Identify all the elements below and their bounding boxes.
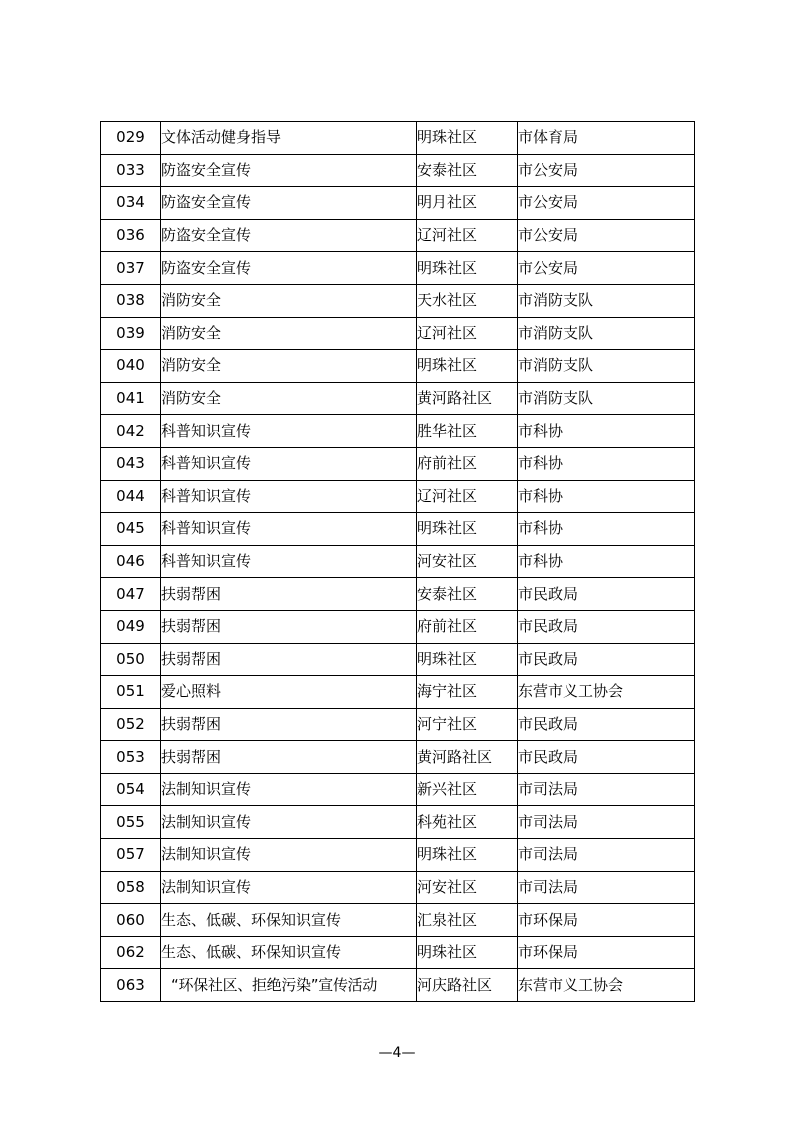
table-row bbox=[101, 154, 695, 187]
community-cell: 明珠社区 bbox=[417, 252, 518, 285]
community-cell: 明珠社区 bbox=[417, 350, 518, 383]
responsible-unit-cell: 市民政局 bbox=[518, 741, 695, 774]
table-row bbox=[101, 610, 695, 643]
table-row bbox=[101, 447, 695, 480]
table-row bbox=[101, 513, 695, 546]
service-item-cell: 扶弱帮困 bbox=[161, 610, 417, 643]
table-row bbox=[101, 545, 695, 578]
service-item-cell: 法制知识宣传 bbox=[161, 871, 417, 904]
table-row bbox=[101, 187, 695, 220]
responsible-unit-cell: 市科协 bbox=[518, 545, 695, 578]
row-number-cell: 047 bbox=[101, 578, 161, 611]
row-number-cell: 046 bbox=[101, 545, 161, 578]
community-cell: 辽河社区 bbox=[417, 317, 518, 350]
table-row bbox=[101, 904, 695, 937]
service-item-cell: 科普知识宣传 bbox=[161, 447, 417, 480]
responsible-unit-cell: 市民政局 bbox=[518, 578, 695, 611]
community-cell: 明珠社区 bbox=[417, 122, 518, 155]
table-row bbox=[101, 350, 695, 383]
row-number-cell: 058 bbox=[101, 871, 161, 904]
community-cell: 河庆路社区 bbox=[417, 969, 518, 1002]
table-row bbox=[101, 936, 695, 969]
responsible-unit-cell: 市环保局 bbox=[518, 936, 695, 969]
community-cell: 科苑社区 bbox=[417, 806, 518, 839]
responsible-unit-cell: 市消防支队 bbox=[518, 317, 695, 350]
table-row bbox=[101, 676, 695, 709]
community-cell: 辽河社区 bbox=[417, 480, 518, 513]
community-cell: 明珠社区 bbox=[417, 936, 518, 969]
service-item-cell: 消防安全 bbox=[161, 350, 417, 383]
service-item-cell: 扶弱帮困 bbox=[161, 578, 417, 611]
community-cell: 辽河社区 bbox=[417, 219, 518, 252]
responsible-unit-cell: 市消防支队 bbox=[518, 382, 695, 415]
community-cell: 安泰社区 bbox=[417, 154, 518, 187]
row-number-cell: 050 bbox=[101, 643, 161, 676]
responsible-unit-cell: 市司法局 bbox=[518, 773, 695, 806]
community-cell: 汇泉社区 bbox=[417, 904, 518, 937]
service-item-cell: 扶弱帮困 bbox=[161, 708, 417, 741]
row-number-cell: 043 bbox=[101, 447, 161, 480]
community-cell: 胜华社区 bbox=[417, 415, 518, 448]
responsible-unit-cell: 市民政局 bbox=[518, 708, 695, 741]
table-row bbox=[101, 317, 695, 350]
table-body bbox=[101, 122, 695, 1002]
responsible-unit-cell: 市司法局 bbox=[518, 839, 695, 872]
community-cell: 河安社区 bbox=[417, 545, 518, 578]
service-item-cell: 生态、低碳、环保知识宣传 bbox=[161, 904, 417, 937]
row-number-cell: 049 bbox=[101, 610, 161, 643]
responsible-unit-cell: 东营市义工协会 bbox=[518, 676, 695, 709]
community-cell: 河宁社区 bbox=[417, 708, 518, 741]
table-row bbox=[101, 741, 695, 774]
service-item-cell: 扶弱帮困 bbox=[161, 741, 417, 774]
table-row bbox=[101, 839, 695, 872]
responsible-unit-cell: 市科协 bbox=[518, 415, 695, 448]
service-project-table bbox=[100, 121, 695, 1002]
responsible-unit-cell: 市公安局 bbox=[518, 154, 695, 187]
service-item-cell: 防盗安全宣传 bbox=[161, 187, 417, 220]
service-item-cell: 科普知识宣传 bbox=[161, 480, 417, 513]
service-item-cell: 防盗安全宣传 bbox=[161, 252, 417, 285]
service-item-cell: 法制知识宣传 bbox=[161, 839, 417, 872]
community-cell: 明月社区 bbox=[417, 187, 518, 220]
row-number-cell: 041 bbox=[101, 382, 161, 415]
responsible-unit-cell: 市体育局 bbox=[518, 122, 695, 155]
responsible-unit-cell: 市公安局 bbox=[518, 252, 695, 285]
community-cell: 府前社区 bbox=[417, 447, 518, 480]
responsible-unit-cell: 市民政局 bbox=[518, 610, 695, 643]
row-number-cell: 042 bbox=[101, 415, 161, 448]
service-item-cell: 消防安全 bbox=[161, 382, 417, 415]
service-item-cell: 爱心照料 bbox=[161, 676, 417, 709]
service-item-cell: 科普知识宣传 bbox=[161, 415, 417, 448]
community-cell: 府前社区 bbox=[417, 610, 518, 643]
table-row bbox=[101, 415, 695, 448]
service-item-cell: 消防安全 bbox=[161, 284, 417, 317]
community-cell: 新兴社区 bbox=[417, 773, 518, 806]
row-number-cell: 044 bbox=[101, 480, 161, 513]
service-item-cell: 科普知识宣传 bbox=[161, 545, 417, 578]
service-item-cell: 防盗安全宣传 bbox=[161, 219, 417, 252]
responsible-unit-cell: 市公安局 bbox=[518, 219, 695, 252]
page-number: —4— bbox=[378, 1045, 416, 1061]
community-cell: 安泰社区 bbox=[417, 578, 518, 611]
responsible-unit-cell: 市消防支队 bbox=[518, 350, 695, 383]
responsible-unit-cell: 市科协 bbox=[518, 447, 695, 480]
responsible-unit-cell: 市科协 bbox=[518, 480, 695, 513]
table-row bbox=[101, 122, 695, 155]
service-item-cell: 防盗安全宣传 bbox=[161, 154, 417, 187]
row-number-cell: 054 bbox=[101, 773, 161, 806]
service-item-cell: 扶弱帮困 bbox=[161, 643, 417, 676]
service-item-cell: 文体活动健身指导 bbox=[161, 122, 417, 155]
table-row bbox=[101, 773, 695, 806]
row-number-cell: 034 bbox=[101, 187, 161, 220]
table-row bbox=[101, 871, 695, 904]
responsible-unit-cell: 市消防支队 bbox=[518, 284, 695, 317]
row-number-cell: 063 bbox=[101, 969, 161, 1002]
community-cell: 明珠社区 bbox=[417, 839, 518, 872]
row-number-cell: 040 bbox=[101, 350, 161, 383]
table-row bbox=[101, 382, 695, 415]
table-row bbox=[101, 643, 695, 676]
responsible-unit-cell: 市民政局 bbox=[518, 643, 695, 676]
responsible-unit-cell: 市司法局 bbox=[518, 871, 695, 904]
row-number-cell: 052 bbox=[101, 708, 161, 741]
table-row bbox=[101, 219, 695, 252]
community-cell: 天水社区 bbox=[417, 284, 518, 317]
row-number-cell: 055 bbox=[101, 806, 161, 839]
row-number-cell: 038 bbox=[101, 284, 161, 317]
service-item-cell: 科普知识宣传 bbox=[161, 513, 417, 546]
community-cell: 黄河路社区 bbox=[417, 382, 518, 415]
responsible-unit-cell: 市环保局 bbox=[518, 904, 695, 937]
responsible-unit-cell: 市科协 bbox=[518, 513, 695, 546]
row-number-cell: 037 bbox=[101, 252, 161, 285]
responsible-unit-cell: 市公安局 bbox=[518, 187, 695, 220]
community-cell: 明珠社区 bbox=[417, 513, 518, 546]
table-row bbox=[101, 708, 695, 741]
row-number-cell: 036 bbox=[101, 219, 161, 252]
community-cell: 黄河路社区 bbox=[417, 741, 518, 774]
table-row bbox=[101, 969, 695, 1002]
row-number-cell: 039 bbox=[101, 317, 161, 350]
service-item-cell: 法制知识宣传 bbox=[161, 806, 417, 839]
table-row bbox=[101, 806, 695, 839]
community-cell: 海宁社区 bbox=[417, 676, 518, 709]
table-row bbox=[101, 578, 695, 611]
row-number-cell: 051 bbox=[101, 676, 161, 709]
table-row bbox=[101, 252, 695, 285]
service-item-cell: 消防安全 bbox=[161, 317, 417, 350]
row-number-cell: 062 bbox=[101, 936, 161, 969]
table-row bbox=[101, 284, 695, 317]
table-row bbox=[101, 480, 695, 513]
row-number-cell: 060 bbox=[101, 904, 161, 937]
row-number-cell: 029 bbox=[101, 122, 161, 155]
row-number-cell: 057 bbox=[101, 839, 161, 872]
row-number-cell: 053 bbox=[101, 741, 161, 774]
row-number-cell: 045 bbox=[101, 513, 161, 546]
responsible-unit-cell: 市司法局 bbox=[518, 806, 695, 839]
service-item-cell: 生态、低碳、环保知识宣传 bbox=[161, 936, 417, 969]
service-item-cell: “环保社区、拒绝污染”宣传活动 bbox=[161, 969, 417, 1002]
service-item-cell: 法制知识宣传 bbox=[161, 773, 417, 806]
row-number-cell: 033 bbox=[101, 154, 161, 187]
responsible-unit-cell: 东营市义工协会 bbox=[518, 969, 695, 1002]
community-cell: 河安社区 bbox=[417, 871, 518, 904]
community-cell: 明珠社区 bbox=[417, 643, 518, 676]
